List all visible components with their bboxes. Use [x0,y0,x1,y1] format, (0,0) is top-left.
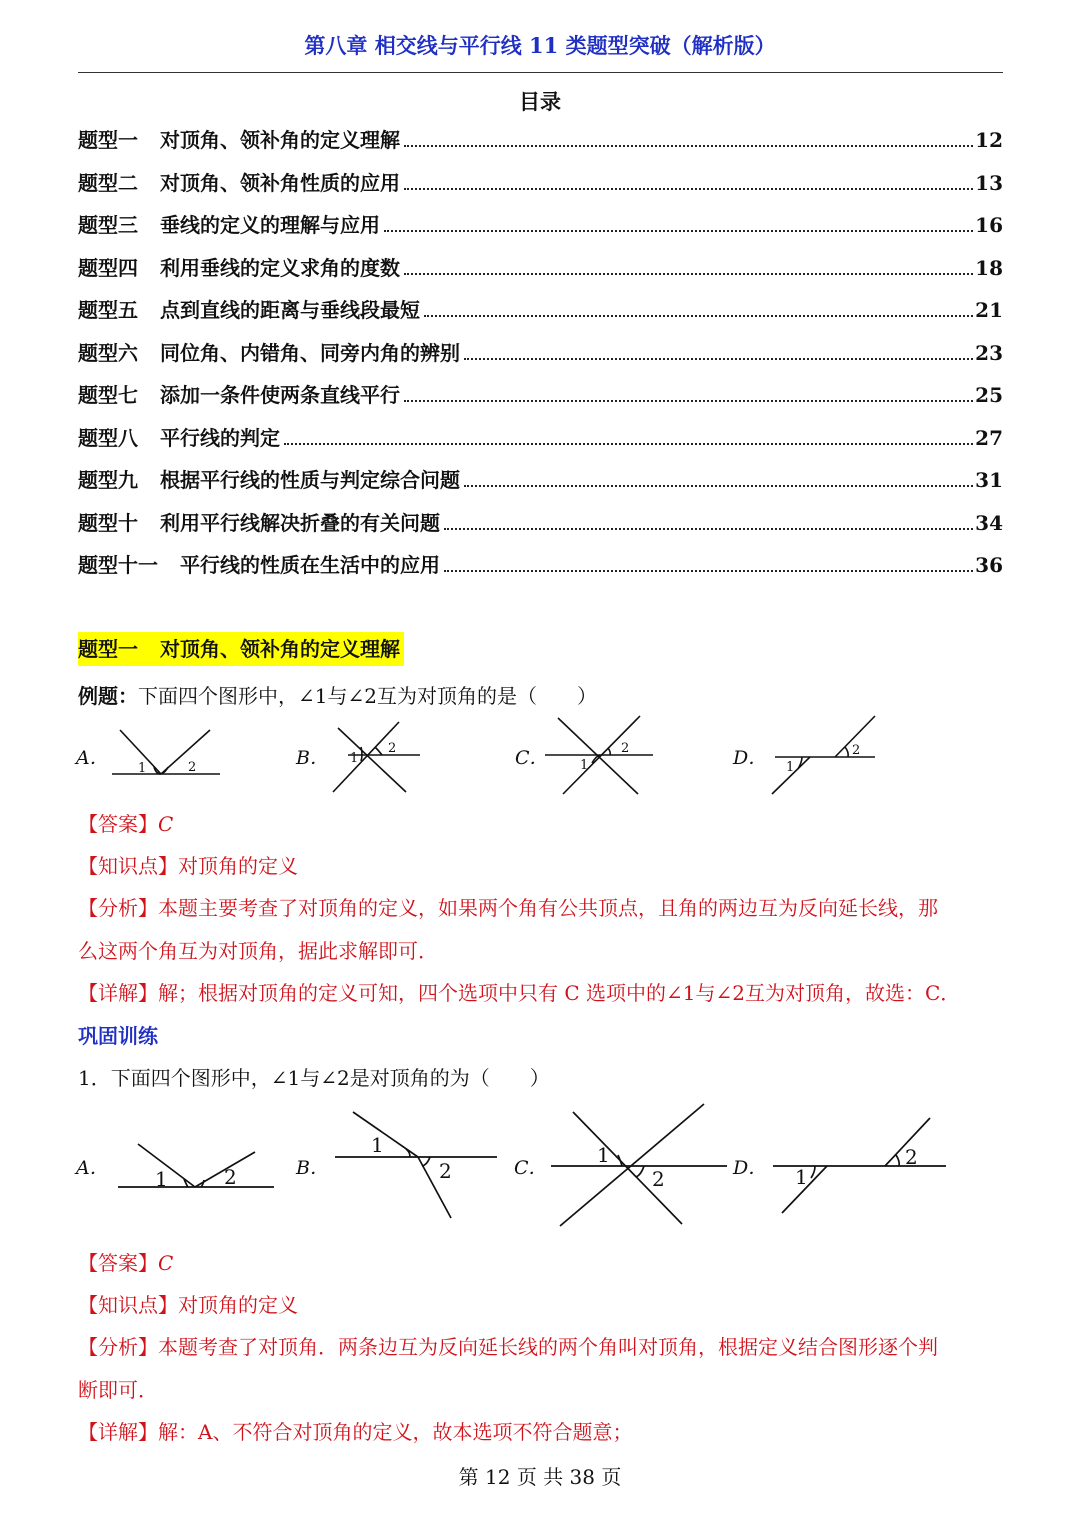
toc-leader [404,145,973,147]
option-c-label: C． [515,747,549,769]
toc-item[interactable]: 题型二 对顶角、领补角性质的应用 13 [78,170,1003,195]
option-b-label: B． [296,747,329,769]
angle-label-2: 2 [439,1159,452,1183]
toc-leader [444,528,973,530]
option-b-label: B． [296,1157,329,1179]
practice-figures [70,1100,960,1232]
toc-item[interactable]: 题型九 根据平行线的性质与判定综合问题 31 [78,468,1003,492]
practice-analysis-cont: 断即可． [78,1378,158,1402]
angle-label-2: 2 [652,1167,665,1191]
toc-item[interactable]: 题型四 利用垂线的定义求角的度数 18 [78,255,1003,280]
toc-leader [404,188,973,190]
toc-leader [424,315,973,317]
toc-item[interactable]: 题型七 添加一条件使两条直线平行 25 [78,383,1003,407]
toc-leader [404,273,973,275]
toc-item[interactable]: 题型十 利用平行线解决折叠的有关问题 34 [78,510,1003,535]
example-question: 例题：下面四个图形中，∠1与∠2互为对顶角的是（ ） [78,684,597,708]
toc-leader [444,570,973,572]
option-a-label: A． [76,747,109,769]
option-c-label: C． [514,1157,548,1179]
option-a-label: A． [76,1157,109,1179]
angle-label-2: 2 [905,1145,918,1169]
practice-knowledge: 【知识点】对顶角的定义 [78,1293,298,1317]
toc-leader [404,400,973,402]
example-analysis-cont: 么这两个角互为对顶角，据此求解即可． [78,939,438,963]
example-knowledge: 【知识点】对顶角的定义 [78,854,298,878]
toc-leader [464,485,973,487]
angle-label-2: 2 [852,743,861,758]
toc-item[interactable]: 题型一 对顶角、领补角的定义理解 12 [78,128,1003,152]
angle-label-1: 1 [350,751,359,766]
practice-answer: 【答案】C [78,1251,174,1275]
practice-heading: 巩固训练 [78,1024,158,1048]
angle-label-2: 2 [621,741,630,756]
page-header-title: 第八章 相交线与平行线 11 类题型突破（解析版） [304,33,776,58]
toc-item[interactable]: 题型三 垂线的定义的理解与应用 16 [78,213,1003,237]
angle-label-2: 2 [188,760,197,775]
angle-label-1: 1 [155,1167,168,1191]
toc-item[interactable]: 题型五 点到直线的距离与垂线段最短 21 [78,298,1003,322]
page-footer: 第 12 页 共 38 页 [458,1465,622,1489]
practice-question: 1．下面四个图形中，∠1与∠2是对顶角的为（ ） [78,1066,550,1090]
header-divider [78,72,1003,73]
option-d-label: D． [733,747,768,769]
angle-label-1: 1 [786,760,795,775]
toc-leader [284,443,973,445]
angle-label-1: 1 [597,1143,610,1167]
toc-item[interactable]: 题型六 同位角、内错角、同旁内角的辨别 23 [78,340,1003,365]
angle-label-1: 1 [795,1165,808,1189]
toc-leader [384,230,973,232]
option-d-label: D． [733,1157,768,1179]
toc-title: 目录 [519,89,561,114]
toc-leader [464,358,973,360]
angle-label-2: 2 [388,741,397,756]
example-analysis: 【分析】本题主要考查了对顶角的定义，如果两个角有公共顶点，且角的两边互为反向延长线，那 [78,896,938,920]
example-figures [70,710,910,800]
angle-label-1: 1 [580,758,589,773]
example-detail: 【详解】解；根据对顶角的定义可知，四个选项中只有 C 选项中的∠1与∠2互为对顶角，故选：C． [78,981,961,1005]
angle-label-1: 1 [138,761,147,776]
section-heading: 题型一 对顶角、领补角的定义理解 [78,632,404,666]
toc-item[interactable]: 题型八 平行线的判定 27 [78,425,1003,450]
practice-detail: 【详解】解：A、不符合对顶角的定义，故本选项不符合题意； [78,1420,633,1444]
angle-label-2: 2 [224,1165,237,1189]
toc-item[interactable]: 题型十一 平行线的性质在生活中的应用 36 [78,553,1003,577]
practice-analysis: 【分析】本题考查了对顶角．两条边互为反向延长线的两个角叫对顶角，根据定义结合图形逐个判 [78,1335,938,1359]
table-of-contents [78,124,1003,592]
example-answer: 【答案】C [78,812,174,836]
angle-label-1: 1 [371,1133,384,1157]
